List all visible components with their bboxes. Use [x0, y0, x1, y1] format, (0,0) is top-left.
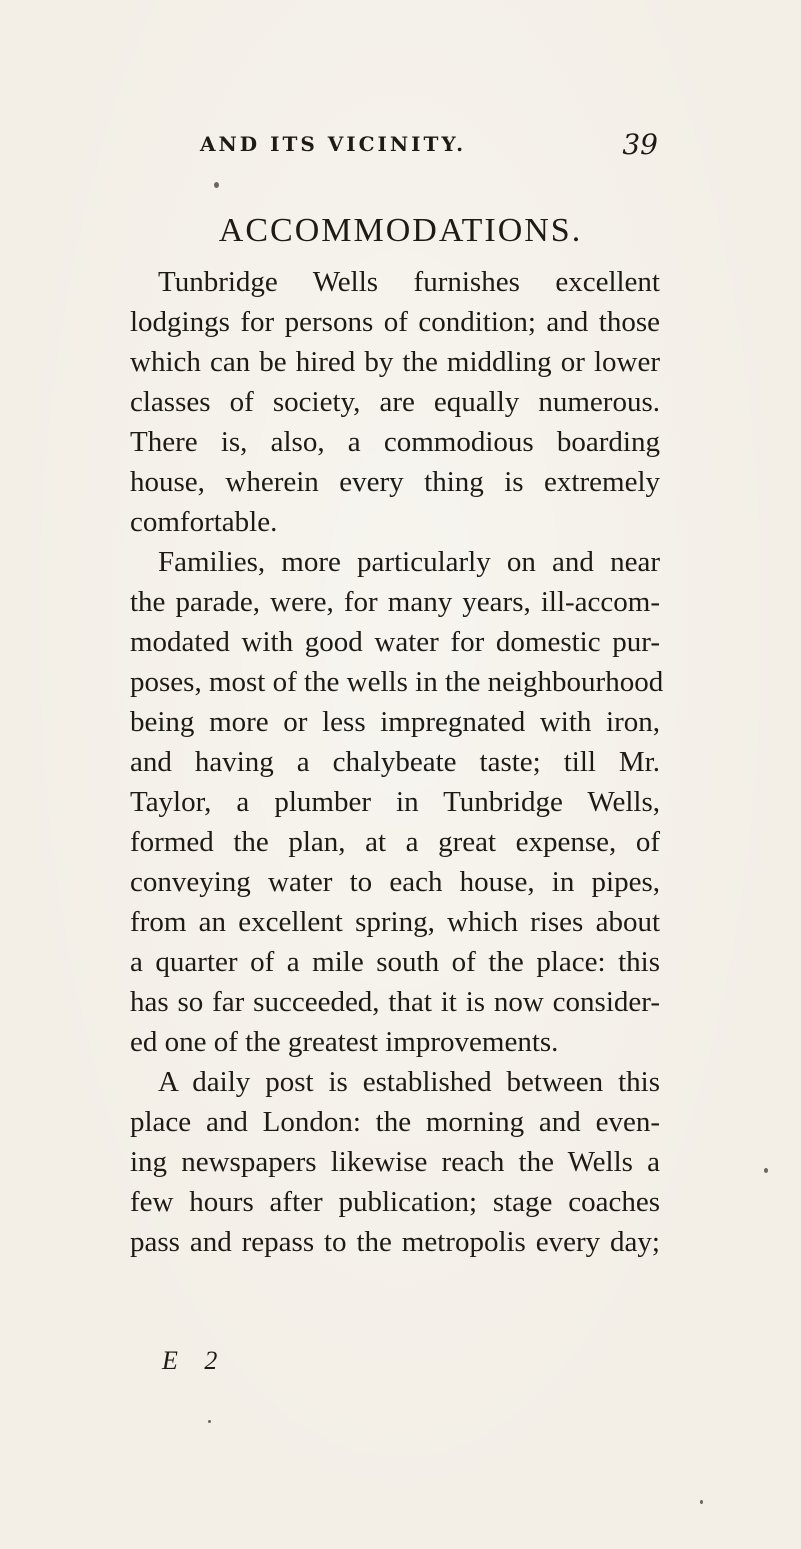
text-line: few hours after publication; stage coaches: [130, 1186, 660, 1218]
text-line: the parade, were, for many years, ill-accom-: [130, 586, 660, 618]
running-head: [200, 128, 658, 168]
text-line: place and London: the morning and even-: [130, 1106, 660, 1138]
text-line: comfortable.: [130, 506, 278, 538]
paper-speck: [208, 1420, 211, 1423]
signature-mark: E 2: [162, 1346, 228, 1375]
body-text: [130, 262, 664, 1262]
text-line: has so far succeeded, that it is now consider-: [130, 986, 660, 1018]
text-line: being more or less impregnated with iron,: [130, 706, 660, 738]
text-line: lodgings for persons of condition; and those: [130, 306, 660, 338]
text-line: Tunbridge Wells furnishes excellent: [158, 266, 660, 298]
text-line: Families, more particularly on and near: [158, 546, 660, 578]
text-line: ed one of the greatest improvements.: [130, 1026, 559, 1058]
text-line: ing newspapers likewise reach the Wells a: [130, 1146, 660, 1178]
text-line: conveying water to each house, in pipes,: [130, 866, 660, 898]
text-line: formed the plan, at a great expense, of: [130, 826, 660, 858]
page-number: 39: [622, 128, 658, 161]
paper-speck: [700, 1500, 703, 1504]
paper-speck: [764, 1168, 768, 1173]
section-heading: ACCOMMODATIONS.: [218, 212, 583, 249]
text-line: poses, most of the wells in the neighbourhood: [130, 666, 664, 698]
text-line: There is, also, a commodious boarding: [130, 426, 660, 458]
text-line: from an excellent spring, which rises about: [130, 906, 660, 938]
paper-speck: [214, 182, 219, 188]
running-head-title: AND ITS VICINITY.: [200, 132, 467, 156]
text-line: classes of society, are equally numerous.: [130, 386, 660, 418]
text-line: which can be hired by the middling or lower: [130, 346, 660, 378]
text-line: house, wherein every thing is extremely: [130, 466, 660, 498]
text-line: Taylor, a plumber in Tunbridge Wells,: [130, 786, 660, 818]
text-line: and having a chalybeate taste; till Mr.: [130, 746, 660, 778]
text-line: A daily post is established between this: [158, 1066, 660, 1098]
text-line: modated with good water for domestic pur-: [130, 626, 660, 658]
text-line: a quarter of a mile south of the place: this: [130, 946, 660, 978]
text-line: pass and repass to the metropolis every day;: [130, 1226, 660, 1258]
